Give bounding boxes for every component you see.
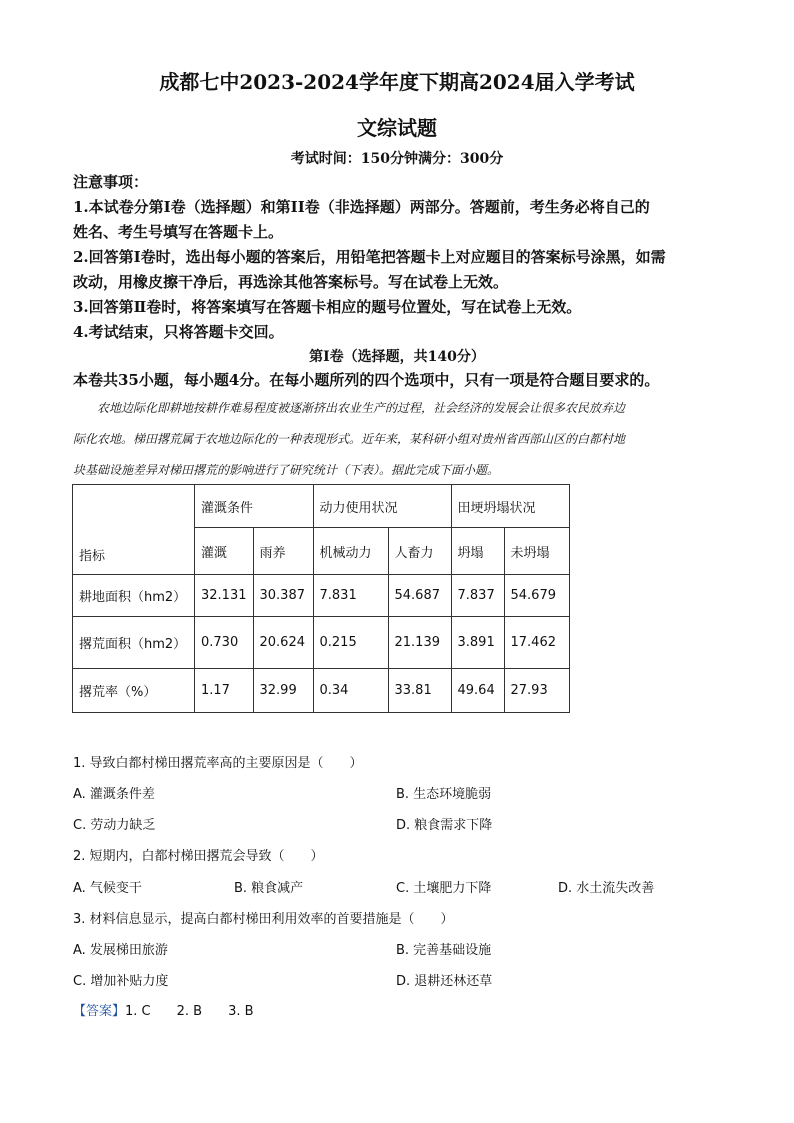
table-cell: 1.17	[195, 669, 254, 713]
notice-line: 4.考试结束，只将答题卡交回。	[73, 323, 284, 341]
table-subheader: 坍塌	[451, 528, 504, 575]
option-d: D. 粮食需求下降	[396, 818, 493, 833]
exam-time-info: 考试时间：150分钟满分：300分	[290, 151, 504, 167]
table-cell: 33.81	[388, 669, 451, 713]
notice-line: 3.回答第Ⅱ卷时，将答案填写在答题卡相应的题号位置处，写在试卷上无效。	[73, 298, 582, 316]
question-stem: 3. 材料信息显示，提高白都村梯田利用效率的首要措施是（ ）	[73, 912, 454, 927]
table-cell: 17.462	[504, 617, 569, 669]
table-cell: 20.624	[253, 617, 313, 669]
question-stem: 1. 导致白都村梯田撂荒率高的主要原因是（ ）	[73, 756, 363, 771]
material-line: 块基础设施差异对梯田撂荒的影响进行了研究统计（下表）。据此完成下面小题。	[73, 463, 500, 477]
answer-line	[73, 1000, 254, 1019]
section-instruction: 本卷共35小题，每小题4分。在每小题所列的四个选项中，只有一项是符合题目要求的。	[73, 371, 660, 389]
table-row	[73, 575, 570, 617]
material-text	[73, 393, 723, 486]
option-b: B. 完善基础设施	[396, 943, 492, 958]
table-row	[73, 617, 570, 669]
notice-line: 改动，用橡皮擦干净后，再选涂其他答案标号。写在试卷上无效。	[73, 273, 509, 291]
table-group-header: 田埂坍塌状况	[451, 485, 569, 528]
option-c: C. 土壤肥力下降	[396, 881, 492, 896]
option-c: C. 增加补贴力度	[73, 974, 169, 989]
table-subheader: 雨养	[253, 528, 313, 575]
table-subheader: 机械动力	[313, 528, 388, 575]
table-index-header: 指标	[73, 485, 195, 575]
table-cell: 54.687	[388, 575, 451, 617]
notice-block	[73, 170, 723, 345]
data-table	[72, 484, 570, 713]
row-label: 耕地面积（hm2）	[73, 575, 195, 617]
table-cell: 7.831	[313, 575, 388, 617]
notice-line: 姓名、考生号填写在答题卡上。	[73, 223, 284, 241]
table-cell: 54.679	[504, 575, 569, 617]
table-cell: 3.891	[451, 617, 504, 669]
option-a: A. 灌溉条件差	[73, 787, 155, 802]
table-subheader: 灌溉	[195, 528, 254, 575]
notice-line: 2.回答第Ⅰ卷时，选出每小题的答案后，用铅笔把答题卡上对应题目的答案标号涂黑，如需	[73, 248, 666, 266]
table-cell: 21.139	[388, 617, 451, 669]
answer-text: 1. C 2. B 3. B	[125, 1004, 254, 1019]
exam-subject: 文综试题	[357, 116, 437, 140]
notice-line: 1.本试卷分第Ⅰ卷（选择题）和第II卷（非选择题）两部分。答题前，考生务必将自己的	[73, 198, 650, 216]
option-c: C. 劳动力缺乏	[73, 818, 156, 833]
option-b: B. 生态环境脆弱	[396, 787, 492, 802]
answer-label: 【答案】	[73, 1004, 126, 1019]
table-cell: 7.837	[451, 575, 504, 617]
table-subheader: 未坍塌	[504, 528, 569, 575]
row-label: 撂荒面积（hm2）	[73, 617, 195, 669]
question-stem: 2. 短期内，白都村梯田撂荒会导致（ ）	[73, 849, 324, 864]
row-label: 撂荒率（%）	[73, 669, 195, 713]
table-cell: 0.730	[195, 617, 254, 669]
option-a: A. 气候变干	[73, 881, 142, 896]
table-cell: 30.387	[253, 575, 313, 617]
option-d: D. 水土流失改善	[558, 881, 655, 896]
exam-title: 成都七中2023-2024学年度下期高2024届入学考试	[159, 70, 635, 94]
option-a: A. 发展梯田旅游	[73, 943, 168, 958]
option-d: D. 退耕还林还草	[396, 974, 493, 989]
table-cell: 0.34	[313, 669, 388, 713]
table-subheader: 人畜力	[388, 528, 451, 575]
table-group-header: 灌溉条件	[195, 485, 314, 528]
section-title: 第Ⅰ卷（选择题，共140分）	[309, 349, 485, 365]
table-cell: 32.99	[253, 669, 313, 713]
table-group-header: 动力使用状况	[313, 485, 451, 528]
table-cell: 0.215	[313, 617, 388, 669]
material-line: 农地边际化即耕地按耕作难易程度被逐渐挤出农业生产的过程，社会经济的发展会让很多农民放弃边	[97, 401, 626, 415]
table-row	[73, 669, 570, 713]
material-line: 际化农地。梯田撂荒属于农地边际化的一种表现形式。近年来，某科研小组对贵州省西部山区的白都村地	[73, 432, 626, 446]
table-cell: 32.131	[195, 575, 254, 617]
table-cell: 49.64	[451, 669, 504, 713]
table-cell: 27.93	[504, 669, 569, 713]
notice-heading: 注意事项：	[73, 173, 149, 191]
option-b: B. 粮食减产	[234, 881, 304, 896]
